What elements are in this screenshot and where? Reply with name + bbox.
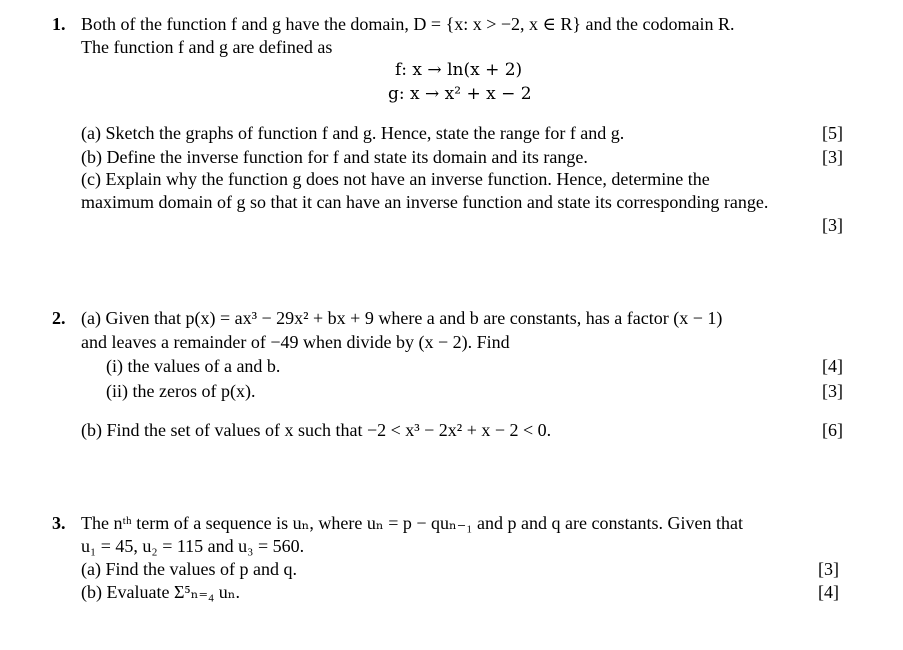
q2-part-b-marks: [6] bbox=[822, 420, 843, 440]
q2-number: 2. bbox=[52, 308, 66, 328]
q2-part-a-ii-marks: [3] bbox=[822, 381, 843, 401]
q3-number: 3. bbox=[52, 513, 66, 533]
q3-intro-line2: u₁ = 45, u₂ = 115 and u₃ = 560. bbox=[81, 536, 305, 556]
q2-part-a-i: (i) the values of a and b. bbox=[106, 356, 281, 376]
q2-part-a-line2: and leaves a remainder of −49 when divide by (x − 2). Find bbox=[81, 332, 510, 352]
q3-part-a-marks: [3] bbox=[818, 559, 839, 579]
q1-part-b: (b) Define the inverse function for f and state its domain and its range. bbox=[81, 147, 588, 167]
q2-part-a-ii: (ii) the zeros of p(x). bbox=[106, 381, 256, 401]
q2-part-a-line1: (a) Given that p(x) = ax³ − 29x² + bx + 9 where a and b are constants, has a factor (x − 1) bbox=[81, 308, 723, 328]
q1-number: 1. bbox=[52, 14, 66, 34]
q1-part-a: (a) Sketch the graphs of function f and g. Hence, state the range for f and g. bbox=[81, 123, 625, 143]
q2-part-a-i-marks: [4] bbox=[822, 356, 843, 376]
q1-intro-line2: The function f and g are defined as bbox=[81, 37, 333, 57]
q1-part-c-line2: maximum domain of g so that it can have an inverse function and state its corresponding range. bbox=[81, 192, 769, 212]
q1-part-b-marks: [3] bbox=[822, 147, 843, 167]
q1-g-definition: g: x → x² + x − 2 bbox=[388, 84, 532, 104]
q3-intro-line1: The nᵗʰ term of a sequence is uₙ, where uₙ = p − quₙ₋₁ and p and q are constants. Given that bbox=[81, 513, 743, 533]
q1-f-definition: f: x → ln(x + 2) bbox=[395, 60, 523, 80]
q3-part-a: (a) Find the values of p and q. bbox=[81, 559, 297, 579]
q1-intro-line1: Both of the function f and g have the domain, D = {x: x > −2, x ∈ R} and the codomain R. bbox=[81, 14, 735, 34]
q2-part-b: (b) Find the set of values of x such that −2 < x³ − 2x² + x − 2 < 0. bbox=[81, 420, 552, 440]
q3-part-b: (b) Evaluate Σ⁵ₙ₌₄ uₙ. bbox=[81, 582, 241, 602]
q1-part-c-line1: (c) Explain why the function g does not have an inverse function. Hence, determine the bbox=[81, 169, 710, 189]
q1-part-c-marks: [3] bbox=[822, 215, 843, 235]
q3-part-b-marks: [4] bbox=[818, 582, 839, 602]
q1-part-a-marks: [5] bbox=[822, 123, 843, 143]
